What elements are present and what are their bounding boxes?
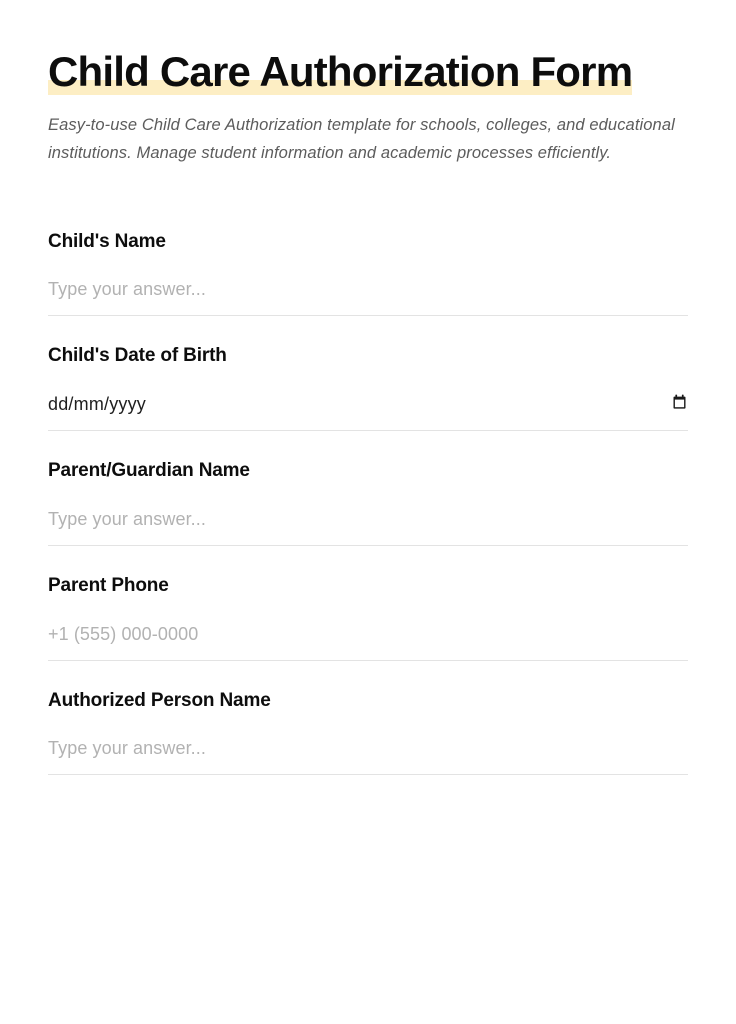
field-label-childs-name: Child's Name [48, 230, 166, 252]
authorized-person-name-input[interactable] [48, 735, 688, 761]
page-title-wrap [48, 48, 688, 95]
form-header [48, 48, 688, 168]
field-control-parent-phone [48, 621, 688, 661]
calendar-icon[interactable] [672, 394, 687, 415]
field-label-parent-phone: Parent Phone [48, 574, 169, 596]
field-label-authorized-person-name: Authorized Person Name [48, 689, 271, 711]
form-field-childs-name [48, 202, 688, 317]
field-control-authorized-person-name [48, 735, 688, 775]
field-control-childs-name [48, 276, 688, 316]
page-title: Child Care Authorization Form [48, 48, 633, 95]
field-label-parent-guardian-name: Parent/Guardian Name [48, 460, 250, 482]
childs-name-input[interactable] [48, 276, 688, 302]
parent-phone-input[interactable] [48, 621, 688, 647]
date-input-row[interactable] [48, 391, 688, 417]
field-control-childs-date-of-birth [48, 391, 688, 431]
childs-date-of-birth-input[interactable]: dd/mm/yyyy [48, 394, 147, 415]
field-control-parent-guardian-name [48, 506, 688, 546]
form-description: Easy-to-use Child Care Authorization template for schools, colleges, and educational institutions. Manage student information and academic processes efficiently. [48, 116, 675, 163]
field-label-childs-date-of-birth: Child's Date of Birth [48, 345, 227, 367]
form-field-childs-date-of-birth [48, 316, 688, 431]
form-field-parent-phone [48, 546, 688, 661]
form-field-parent-guardian-name [48, 431, 688, 546]
form-field-authorized-person-name [48, 661, 688, 776]
parent-guardian-name-input[interactable] [48, 506, 688, 532]
